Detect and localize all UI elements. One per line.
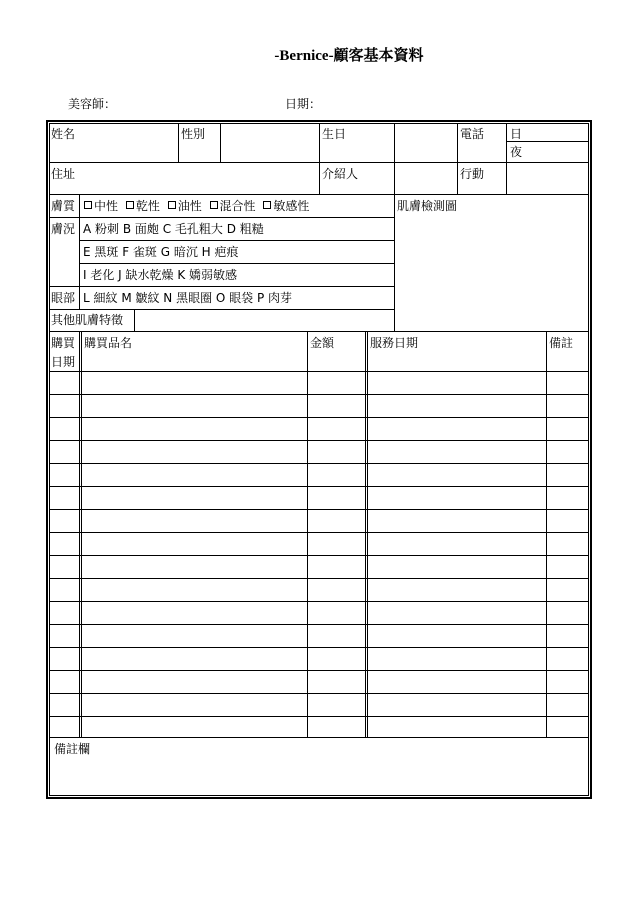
service-date-label: 服務日期 — [370, 336, 419, 350]
row-line — [50, 331, 588, 332]
skin-condition-line: I 老化 J 缺水乾燥 K 嬌弱敏感 — [83, 268, 238, 282]
row-line — [50, 647, 588, 648]
col-line — [220, 124, 221, 162]
col-line — [319, 124, 320, 194]
row-line — [50, 309, 394, 310]
skin-condition-label: 膚況 — [51, 222, 76, 236]
purchase-date-label-2: 日期 — [51, 355, 76, 369]
date-label: 日期： — [285, 97, 322, 111]
gender-label: 性別 — [181, 127, 206, 141]
col-line — [81, 331, 82, 737]
row-line — [50, 463, 588, 464]
row-line — [50, 737, 588, 738]
skin-type-checkbox[interactable] — [84, 201, 92, 209]
row-line — [50, 693, 588, 694]
row-line — [50, 286, 394, 287]
address-label: 住址 — [51, 167, 76, 181]
skin-chart-label: 肌膚檢測圖 — [397, 199, 458, 213]
col-line — [506, 124, 507, 194]
eye-condition-line: L 細紋 M 皺紋 N 黑眼圈 O 眼袋 P 肉芽 — [83, 291, 293, 305]
col-line — [307, 331, 308, 737]
row-line — [50, 555, 588, 556]
row-line — [50, 716, 588, 717]
phone-day-label: 日 — [510, 127, 523, 141]
skin-type-label: 膚質 — [51, 199, 76, 213]
col-line — [546, 331, 547, 737]
col-line — [178, 124, 179, 162]
row-line — [50, 532, 588, 533]
skin-condition-line: E 黑斑 F 雀斑 G 暗沉 H 疤痕 — [83, 245, 239, 259]
skin-type-checkbox[interactable] — [126, 201, 134, 209]
row-line — [50, 670, 588, 671]
amount-label: 金額 — [310, 336, 335, 350]
page-title: -Bernice-顧客基本資料 — [274, 48, 424, 64]
row-line — [50, 194, 588, 195]
row-line — [50, 509, 588, 510]
col-line — [134, 309, 135, 331]
col-line — [79, 331, 80, 737]
other-skin-label: 其他肌膚特徵 — [51, 313, 124, 327]
row-line — [50, 217, 394, 218]
col-line — [394, 124, 395, 194]
beautician-label: 美容師： — [68, 97, 117, 111]
skin-type-checkbox[interactable] — [263, 201, 271, 209]
remarks-label: 備註欄 — [54, 742, 91, 756]
phone-label: 電話 — [460, 127, 485, 141]
row-line — [50, 601, 588, 602]
phone-split-line — [506, 141, 589, 142]
skin-type-checkbox[interactable] — [168, 201, 176, 209]
note-label: 備註 — [549, 336, 574, 350]
row-line — [50, 486, 588, 487]
mobile-label: 行動 — [460, 167, 485, 181]
purchase-item-label: 購買品名 — [84, 336, 133, 350]
col-line — [457, 124, 458, 194]
col-line — [365, 331, 366, 737]
row-line — [79, 263, 394, 264]
birthday-label: 生日 — [322, 127, 347, 141]
col-line — [367, 331, 368, 737]
skin-condition-line: A 粉刺 B 面皰 C 毛孔粗大 D 粗糙 — [83, 222, 264, 236]
referrer-label: 介紹人 — [322, 167, 359, 181]
row-line — [50, 624, 588, 625]
form-inner-border — [49, 123, 589, 796]
row-line — [50, 440, 588, 441]
col-line — [394, 194, 395, 331]
row-line — [50, 578, 588, 579]
phone-night-label: 夜 — [510, 145, 523, 159]
eye-label: 眼部 — [51, 291, 76, 305]
row-line — [50, 371, 588, 372]
row-line — [50, 417, 588, 418]
row-line — [79, 240, 394, 241]
skin-type-checkbox[interactable] — [210, 201, 218, 209]
name-label: 姓名 — [51, 127, 76, 141]
row-line — [50, 394, 588, 395]
purchase-date-label-1: 購買 — [51, 336, 76, 350]
skin-type-options: 中性 乾性 油性 混合性 敏感性 — [80, 199, 309, 213]
